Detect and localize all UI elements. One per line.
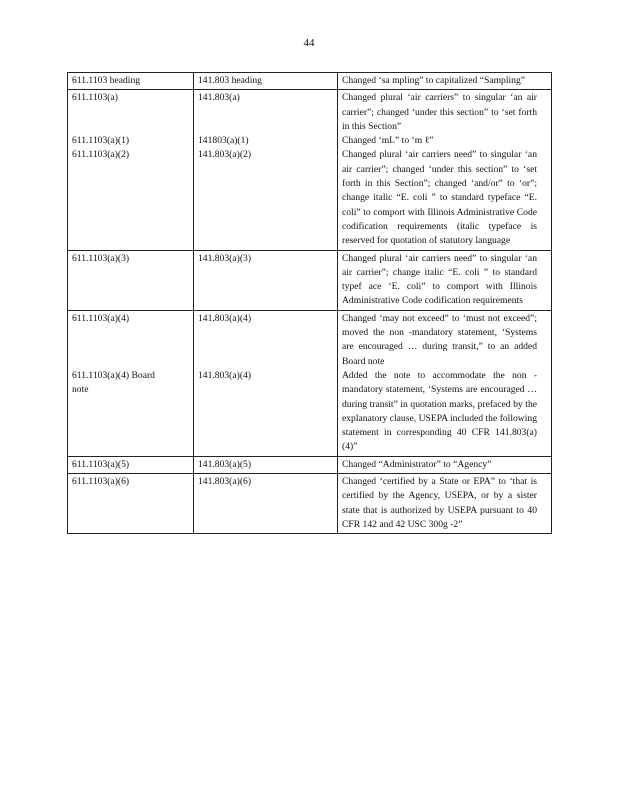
- illinois-section: note: [72, 384, 89, 396]
- spacer: [198, 120, 333, 134]
- federal-section: 141.803(a)(4): [198, 312, 252, 324]
- federal-section: 141.803(a): [198, 92, 240, 104]
- spacer: [72, 355, 189, 369]
- federal-section-cell: [194, 474, 338, 534]
- federal-section: 141.803(a)(5): [198, 458, 252, 470]
- spacer: [198, 106, 333, 120]
- federal-section: 141.803(a)(6): [198, 476, 252, 488]
- change-description: Changed plural ‘air carriers” to singular ‘an air carrier”; changed ‘under this section” to ‘set forth in this Section”: [342, 92, 537, 132]
- change-description: Changed “Administrator” to “Agency”: [342, 458, 492, 470]
- change-description: Changed ‘mL” to ‘m ℓ”: [342, 135, 434, 147]
- table-row: [68, 90, 552, 250]
- amendments-table: [67, 72, 552, 534]
- change-description: Changed ‘sa mpling” to capitalized “Sampling”: [342, 75, 526, 86]
- change-description: Changed plural ‘air carriers need” to singular ‘an air carrier”; changed ‘under this section” to ‘set forth in this Section”; changed ‘and/or” to ‘or”; change italic “E. coli ” to standard typeface “E. coli” to comport with Illinois Administrative Code codification requirements (italic typeface is reserved for quotation of statutory language: [342, 149, 537, 247]
- illinois-section-cell: [68, 250, 194, 310]
- illinois-section: 611.1103 heading: [72, 75, 141, 86]
- federal-section: 141803(a)(1): [198, 135, 249, 147]
- change-description-cell: [338, 90, 552, 250]
- change-description-cell: [338, 474, 552, 534]
- federal-section-cell: [194, 456, 338, 473]
- illinois-section-cell: [68, 90, 194, 250]
- spacer: [72, 326, 189, 340]
- spacer: [72, 106, 189, 120]
- page-number: 44: [303, 37, 315, 49]
- federal-section-cell: [194, 310, 338, 456]
- table-row: [68, 474, 552, 534]
- federal-section: 141.803 heading: [198, 75, 262, 86]
- illinois-section: 611.1103(a)(6): [72, 476, 130, 488]
- change-description-cell: [338, 310, 552, 456]
- federal-section: 141.803(a)(3): [198, 252, 252, 264]
- federal-section: 141.803(a)(4): [198, 369, 252, 381]
- illinois-section-cell: [68, 73, 194, 90]
- illinois-section: 611.1103(a)(3): [72, 252, 130, 264]
- illinois-section: 611.1103(a)(2): [72, 149, 130, 161]
- illinois-section: 611.1103(a)(1): [72, 135, 130, 147]
- change-description: Changed ‘certified by a State or EPA” to ‘that is certified by the Agency, USEPA, or by a sister state that is authorized by USEPA pursuant to 40 CFR 142 and 42 USC 300g -2”: [342, 476, 537, 530]
- federal-section-cell: [194, 73, 338, 90]
- change-description-cell: [338, 73, 552, 90]
- change-description: Added the note to accommodate the non -mandatory statement, ‘Systems are encouraged … during transit” in quotation marks, prefaced by the explanatory clause, USEPA included the following statement in corresponding 40 CFR 141.803(a)(4)”: [342, 369, 537, 453]
- illinois-section: 611.1103(a)(4) Board: [72, 369, 155, 381]
- table-row: [68, 456, 552, 473]
- change-description-cell: [338, 250, 552, 310]
- illinois-section-cell: [68, 456, 194, 473]
- spacer: [72, 340, 189, 354]
- change-description: Changed plural ‘air carriers need” to singular ‘an air carrier”; change italic “E. coli ” to standard typef ace ‘E. coli” to comport with Illinois Administrative Code codification requirements: [342, 252, 537, 307]
- table-row: [68, 73, 552, 90]
- illinois-section: 611.1103(a)(4): [72, 312, 130, 324]
- spacer: [198, 355, 333, 369]
- illinois-section: 611.1103(a): [72, 92, 118, 104]
- federal-section-cell: [194, 90, 338, 250]
- illinois-section-cell: [68, 310, 194, 456]
- federal-section: 141.803(a)(2): [198, 149, 252, 161]
- spacer: [198, 326, 333, 340]
- federal-section-cell: [194, 250, 338, 310]
- table-row: [68, 310, 552, 456]
- change-description: Changed ‘may not exceed” to ‘must not exceed”; moved the non -mandatory statement, ‘Systems are encouraged … during transit,” to an added Board note: [342, 312, 537, 367]
- spacer: [72, 120, 189, 134]
- illinois-section: 611.1103(a)(5): [72, 458, 130, 470]
- illinois-section-cell: [68, 474, 194, 534]
- spacer: [198, 340, 333, 354]
- table-row: [68, 250, 552, 310]
- change-description-cell: [338, 456, 552, 473]
